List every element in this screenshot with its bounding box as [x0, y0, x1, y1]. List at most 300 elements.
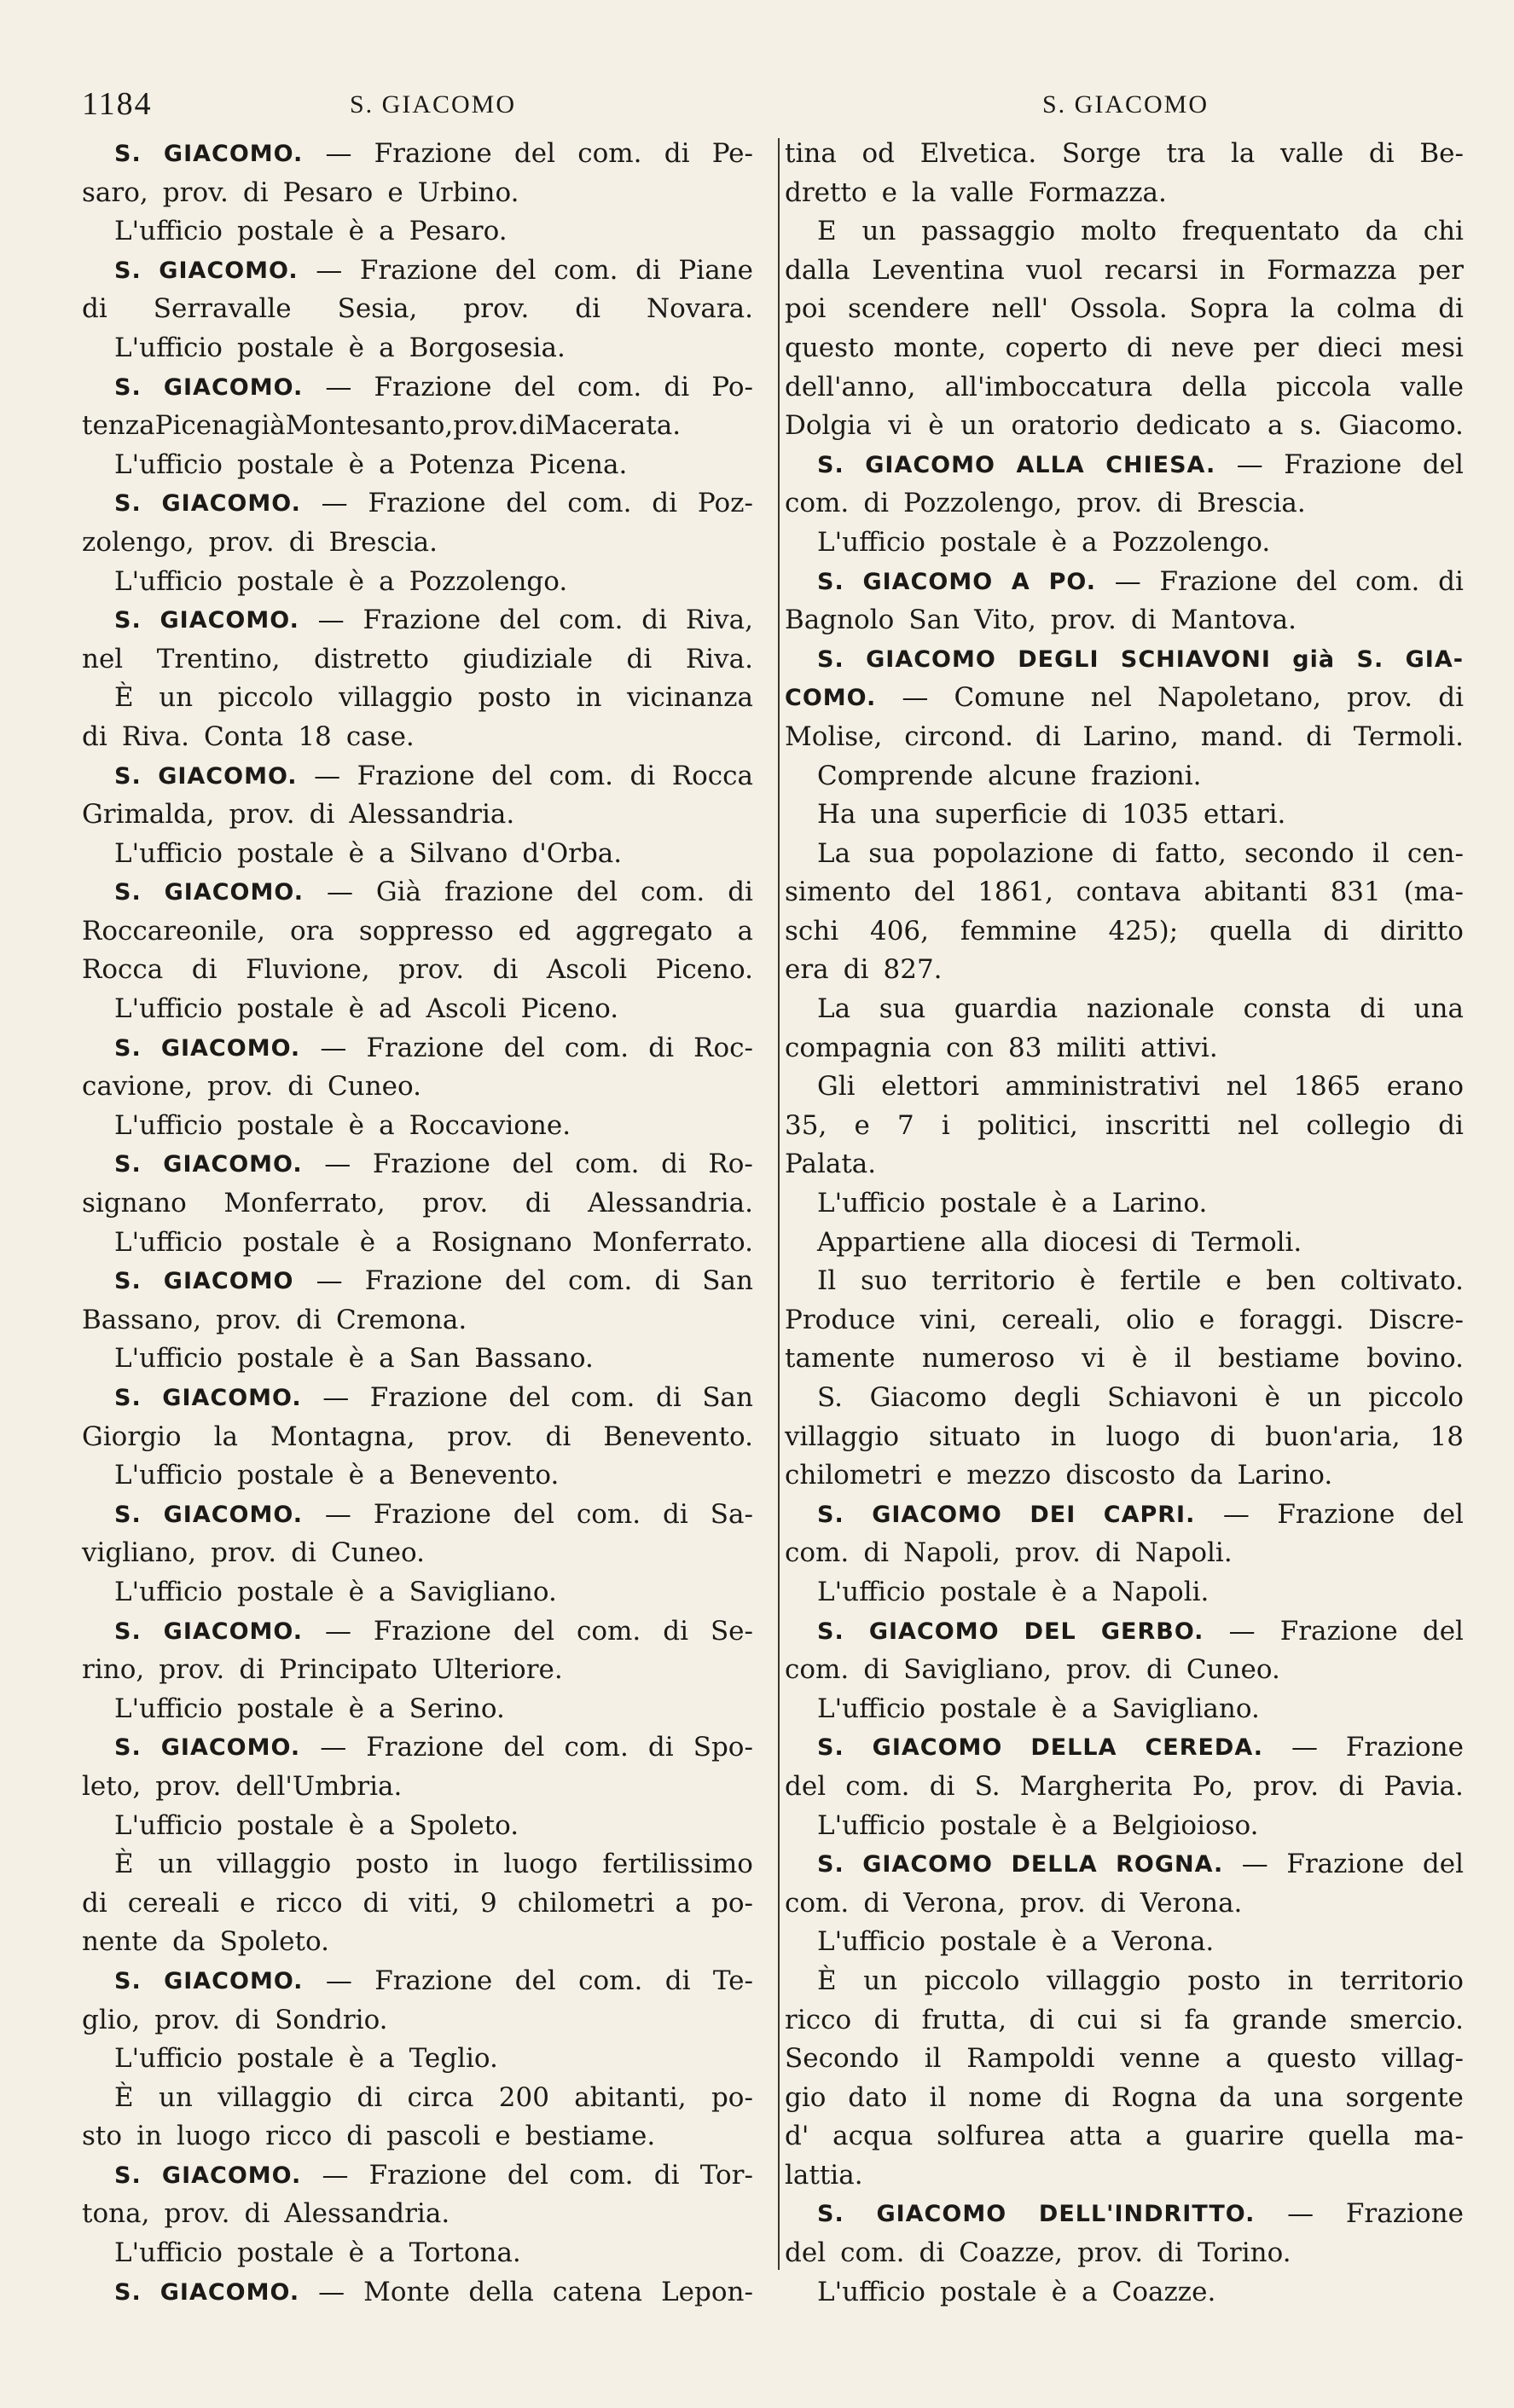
word: Sa-: [710, 1498, 753, 1530]
word: L'ufficio: [114, 332, 223, 363]
word: da: [172, 1926, 206, 1958]
headword-word: GIACOMO: [163, 1268, 294, 1295]
word: —: [326, 877, 353, 908]
word: ricco: [785, 2004, 852, 2035]
word: postale: [940, 1576, 1037, 1607]
word: po-: [711, 2081, 753, 2113]
text-line: [785, 368, 1464, 408]
word: nente: [82, 1926, 159, 1958]
word: in: [453, 1849, 479, 1880]
word: del: [785, 2237, 827, 2269]
word: 18: [298, 721, 332, 752]
text-line: [785, 1651, 1464, 1690]
word: di: [363, 1887, 389, 1919]
word: L'ufficio: [817, 1576, 925, 1607]
word: è: [348, 837, 365, 869]
word: Frazione: [1345, 1732, 1464, 1763]
word: Po-: [711, 371, 753, 402]
word: postale: [940, 2276, 1037, 2307]
word: Principato: [279, 1654, 418, 1686]
text-line: [82, 524, 753, 563]
word: vuol: [1026, 254, 1083, 286]
text-line: [785, 2079, 1464, 2118]
headword-word: SCHIAVONI: [1120, 645, 1271, 673]
word: di: [244, 2198, 270, 2230]
headword-word: GIACOMO: [865, 451, 995, 478]
word: Brescia.: [328, 526, 438, 558]
text-line: [785, 1301, 1464, 1340]
word: una: [870, 799, 920, 831]
word: postale: [940, 1693, 1037, 1724]
word: di: [1151, 1226, 1178, 1258]
word: venne: [1120, 2043, 1201, 2075]
word: Cuneo.: [328, 1071, 421, 1103]
word: Se-: [710, 1615, 753, 1647]
word: questo: [1267, 2043, 1357, 2075]
word: Fluvione,: [245, 954, 370, 986]
word: di: [1209, 1421, 1236, 1452]
word: a: [1082, 1188, 1098, 1219]
word: Frazione: [366, 1032, 484, 1063]
word: postale: [242, 1226, 340, 1258]
word: molto: [1080, 216, 1157, 247]
word: di: [647, 1732, 674, 1763]
word: questo: [785, 332, 875, 363]
word: Formazza: [1267, 254, 1397, 286]
word: scendere: [847, 293, 970, 325]
word: Cuneo.: [1186, 1654, 1280, 1686]
word: nome: [968, 2081, 1042, 2113]
word: Frazione: [1279, 1615, 1398, 1647]
headword-word: S.: [114, 1151, 142, 1178]
headword-word: S.: [114, 373, 142, 401]
word: di: [629, 760, 656, 791]
word: prov.: [229, 799, 295, 831]
word: Tor-: [699, 2159, 753, 2191]
headword-word: GIACOMO.: [160, 1034, 301, 1062]
word: di: [663, 1498, 688, 1530]
word: saro,: [82, 177, 148, 208]
word: del: [785, 1770, 827, 1802]
text-line: [785, 446, 1464, 485]
word: Po,: [1192, 1770, 1233, 1802]
left-column: [82, 135, 753, 2312]
word: —: [324, 1615, 351, 1647]
word: L'ufficio: [817, 1188, 925, 1219]
word: erano: [1386, 1071, 1464, 1103]
word: Vito,: [974, 605, 1036, 636]
word: di: [655, 1382, 682, 1413]
headword-word: GIACOMO.: [161, 2162, 302, 2189]
word: di: [287, 1071, 313, 1103]
text-line: [785, 290, 1464, 329]
word: fa: [1184, 2004, 1210, 2035]
word: è: [928, 410, 944, 442]
word: è: [1051, 1188, 1068, 1219]
word: com.: [1355, 565, 1420, 597]
headword-word: DEI: [1030, 1501, 1076, 1528]
headword-word: GIACOMO.: [163, 141, 304, 167]
word: di: [1029, 2004, 1055, 2035]
headword-word: GIACOMO: [862, 568, 994, 595]
word: ed: [518, 915, 551, 946]
text-line: [82, 2117, 753, 2156]
headword-word: GIACOMO: [872, 1734, 1003, 1762]
text-line: [82, 407, 753, 446]
headword-word: GIACOMO.: [158, 762, 298, 790]
word: all'imboccatura: [944, 371, 1153, 402]
word: è: [348, 216, 365, 247]
word: Benevento.: [603, 1421, 753, 1452]
word: 35,: [785, 1109, 827, 1141]
text-line: [785, 951, 1464, 990]
text-line: [82, 718, 753, 757]
word: com.: [576, 1498, 641, 1530]
headword-word: DEL: [1024, 1618, 1076, 1645]
word: Borgosesia.: [409, 332, 566, 363]
word: coperto: [1005, 332, 1108, 363]
word: —: [325, 371, 352, 402]
word: mand.: [1200, 721, 1285, 752]
text-line: [82, 835, 753, 874]
headword-word: S.: [114, 607, 142, 634]
word: prov.: [211, 1537, 277, 1569]
text-line: [785, 1145, 1464, 1184]
word: in: [1219, 254, 1245, 286]
word: prov.: [1065, 1654, 1132, 1686]
word: recarsi: [1104, 254, 1198, 286]
word: smercio.: [1349, 2004, 1464, 2035]
headword-word: COMO.: [785, 685, 877, 712]
headword-word: GIA-: [1405, 645, 1464, 673]
word: Te-: [712, 1965, 753, 1996]
text-line: [82, 329, 753, 368]
text-line: [785, 484, 1464, 524]
word: fertile: [1120, 1265, 1202, 1297]
word: di: [641, 605, 668, 636]
word: a: [379, 1693, 395, 1724]
word: di: [863, 1654, 890, 1686]
word: Benevento.: [409, 1460, 560, 1491]
word: ma-: [1413, 2121, 1464, 2152]
headword-word: GIACOMO.: [163, 1618, 304, 1645]
word: con: [946, 1032, 994, 1063]
text-line: [785, 2156, 1464, 2196]
word: Frazione: [368, 2159, 487, 2191]
word: nel: [1226, 1071, 1267, 1103]
word: è: [359, 1226, 376, 1258]
text-line: [82, 2079, 753, 2118]
word: si: [1140, 2004, 1162, 2035]
word: del: [503, 1732, 545, 1763]
word: di: [242, 177, 269, 208]
word: del: [513, 371, 555, 402]
word: vi: [1082, 1343, 1105, 1375]
text-line: [785, 212, 1464, 252]
headword-word: S.: [114, 1034, 142, 1062]
word: è: [348, 1809, 365, 1841]
text-line: [785, 1845, 1464, 1884]
text-line: [82, 1224, 753, 1263]
word: di: [545, 1421, 571, 1452]
word: Napoli.: [1111, 1576, 1209, 1607]
text-line: [82, 1107, 753, 1146]
word: prov.: [1015, 1537, 1082, 1569]
text-line: [82, 1340, 753, 1379]
word: sua: [879, 993, 926, 1025]
word: da: [1190, 1460, 1223, 1491]
word: com.: [571, 1382, 635, 1413]
word: L'ufficio: [114, 2043, 223, 2075]
word: Frazione: [373, 1498, 491, 1530]
word: del: [495, 254, 537, 286]
word: Sesia,: [337, 293, 418, 325]
word: di: [873, 2004, 900, 2035]
text-line: [82, 873, 753, 912]
word: L'ufficio: [114, 1460, 223, 1491]
word: di: [1126, 332, 1152, 363]
text-line: [785, 1456, 1464, 1496]
text-line: [82, 2195, 753, 2234]
word: com.: [576, 1615, 641, 1647]
word: com.: [564, 1032, 629, 1063]
word: posto: [478, 682, 552, 714]
headword-word: GIACOMO.: [163, 373, 304, 401]
text-line: [785, 1418, 1464, 1457]
word: giudiziale: [462, 643, 593, 674]
text-line: [82, 1728, 753, 1768]
word: 1035: [1122, 799, 1189, 831]
word: di: [1130, 605, 1157, 636]
headword-word: S.: [114, 879, 142, 906]
word: e: [1226, 1265, 1242, 1297]
word: a: [1082, 526, 1098, 558]
word: di: [919, 2237, 945, 2269]
word: villag-: [1381, 2043, 1464, 2075]
word: Termoli.: [1192, 1226, 1302, 1258]
word: ricco: [276, 1887, 343, 1919]
text-line: [785, 835, 1464, 874]
word: sorgente: [1345, 2081, 1464, 2113]
word: vicinanza: [627, 682, 753, 714]
word: 83: [1008, 1032, 1042, 1063]
word: inscritti: [1105, 1109, 1210, 1141]
word: Roccavione.: [409, 1109, 571, 1141]
word: Napoletano,: [1157, 682, 1321, 714]
word: di: [654, 1265, 681, 1297]
word: postale: [237, 1109, 334, 1141]
word: a: [737, 915, 753, 946]
word: a: [379, 1109, 395, 1141]
word: di: [635, 254, 661, 286]
text-line: [82, 951, 753, 990]
word: glio,: [82, 2004, 141, 2035]
headword-word: DELLA: [1011, 1851, 1098, 1878]
word: abitanti,: [574, 2081, 687, 2113]
word: un: [863, 1965, 898, 1996]
word: discosto: [1065, 1460, 1176, 1491]
word: Napoli,: [903, 1537, 1001, 1569]
word: Piceno.: [520, 993, 619, 1025]
word: Leventina: [872, 254, 1005, 286]
word: od: [861, 138, 896, 169]
text-line: [82, 446, 753, 485]
word: popolazione: [932, 837, 1094, 869]
word: Monte: [363, 2276, 450, 2307]
word: di: [664, 371, 690, 402]
word: nel: [82, 643, 124, 674]
headword-word: S.: [817, 451, 844, 478]
word: un: [960, 410, 995, 442]
word: —: [316, 1265, 343, 1297]
word: E: [817, 216, 837, 247]
word: è: [1051, 1809, 1068, 1841]
word: Frazione: [374, 138, 492, 169]
word: L'ufficio: [114, 1576, 223, 1607]
word: del: [499, 605, 541, 636]
word: ad: [379, 993, 412, 1025]
word: postale: [940, 1188, 1037, 1219]
word: a: [1082, 1809, 1098, 1841]
text-line: [82, 640, 753, 680]
page-number: 1184: [82, 86, 153, 122]
text-line: [82, 1651, 753, 1690]
word: a: [379, 332, 395, 363]
word: 18: [1430, 1421, 1464, 1452]
word: prov.: [398, 954, 465, 986]
word: prov.: [216, 1304, 282, 1335]
word: Grimalda,: [82, 799, 215, 831]
word: postale: [237, 837, 334, 869]
word: è: [348, 2043, 365, 2075]
word: Giacomo.: [1338, 410, 1464, 442]
word: com.: [554, 254, 618, 286]
text-line: [82, 796, 753, 835]
word: Silvano: [409, 837, 508, 869]
word: a: [1082, 1926, 1098, 1958]
word: com.: [564, 1732, 629, 1763]
word: a: [1146, 2121, 1162, 2152]
text-line: [82, 563, 753, 602]
text-line: [785, 640, 1464, 680]
text-line: [82, 1262, 753, 1301]
word: del: [1422, 1498, 1464, 1530]
text-line: [82, 1029, 753, 1068]
word: com.: [577, 138, 642, 169]
word: un: [1307, 1382, 1342, 1413]
word: e: [387, 177, 403, 208]
word: è: [348, 2237, 365, 2269]
word: prov.: [207, 1071, 274, 1103]
headword-word: GIACOMO: [868, 1618, 1000, 1645]
word: Frazione: [1159, 565, 1278, 597]
word: Spoleto.: [409, 1809, 519, 1841]
word: valle: [1400, 371, 1464, 402]
word: frequentato: [1181, 216, 1340, 247]
word: postale: [237, 565, 334, 597]
word: tina: [785, 138, 837, 169]
headword-word: GERBO.: [1100, 1618, 1204, 1645]
word: sto: [82, 2121, 123, 2152]
word: Ro-: [708, 1149, 753, 1180]
word: solfurea: [937, 2121, 1046, 2152]
word: postale: [237, 993, 334, 1025]
word: tamente: [785, 1343, 896, 1375]
word: Riva.: [685, 643, 753, 674]
word: —: [322, 1382, 350, 1413]
word: prov.: [1077, 2237, 1144, 2269]
text-line: [82, 2001, 753, 2040]
word: com.: [575, 1149, 640, 1180]
word: Riva.: [121, 721, 189, 752]
word: È: [114, 2081, 134, 2113]
word: Elvetica.: [919, 138, 1037, 169]
word: oratorio: [1011, 410, 1120, 442]
word: di: [191, 954, 218, 986]
word: Bagnolo: [785, 605, 895, 636]
word: postale: [237, 1460, 334, 1491]
text-line: [82, 2273, 753, 2312]
word: territorio: [931, 1265, 1056, 1297]
word: a: [1082, 1576, 1098, 1607]
word: di: [82, 293, 107, 325]
word: L'ufficio: [817, 1926, 925, 1958]
word: cen-: [1407, 837, 1464, 869]
word: di: [863, 488, 890, 519]
word: frutta,: [921, 2004, 1007, 2035]
word: vigliano,: [82, 1537, 197, 1569]
headword-word: S.: [114, 2162, 142, 2189]
word: ben: [1266, 1265, 1316, 1297]
word: a: [379, 837, 395, 869]
word: prov.: [447, 1421, 513, 1452]
word: del: [514, 1965, 556, 1996]
text-line: [785, 1107, 1464, 1146]
word: Frazione: [1284, 449, 1402, 480]
word: L'ufficio: [114, 1693, 223, 1724]
word: guardia: [954, 993, 1059, 1025]
text-line: [82, 174, 753, 213]
text-line: [785, 2117, 1464, 2156]
word: è: [348, 1343, 365, 1375]
headword-word: S.: [114, 141, 142, 167]
headword-word: S.: [1356, 645, 1384, 673]
headword-word: GIACOMO.: [160, 2278, 300, 2306]
word: a: [1267, 410, 1284, 442]
headword-word: DEGLI: [1018, 645, 1099, 673]
word: del: [507, 2159, 549, 2191]
word: 1861,: [977, 877, 1053, 908]
text-line: [785, 796, 1464, 835]
word: signano: [82, 1188, 187, 1219]
word: e: [1198, 1304, 1215, 1335]
word: grande: [1232, 2004, 1327, 2035]
word: —: [1291, 1732, 1318, 1763]
word: zolengo,: [82, 526, 194, 558]
word: mesi: [1401, 332, 1464, 363]
word: pascoli: [386, 2121, 481, 2152]
word: 425);: [1108, 915, 1179, 946]
word: —: [1236, 449, 1263, 480]
word: 406,: [869, 915, 929, 946]
headword-word: ROGNA.: [1116, 1851, 1224, 1878]
word: com.: [569, 2159, 634, 2191]
word: luogo: [1105, 1421, 1180, 1452]
word: elettori: [881, 1071, 980, 1103]
word: circa: [407, 2081, 474, 2113]
word: bestiame: [1217, 1343, 1340, 1375]
word: Larino.: [1111, 1188, 1208, 1219]
